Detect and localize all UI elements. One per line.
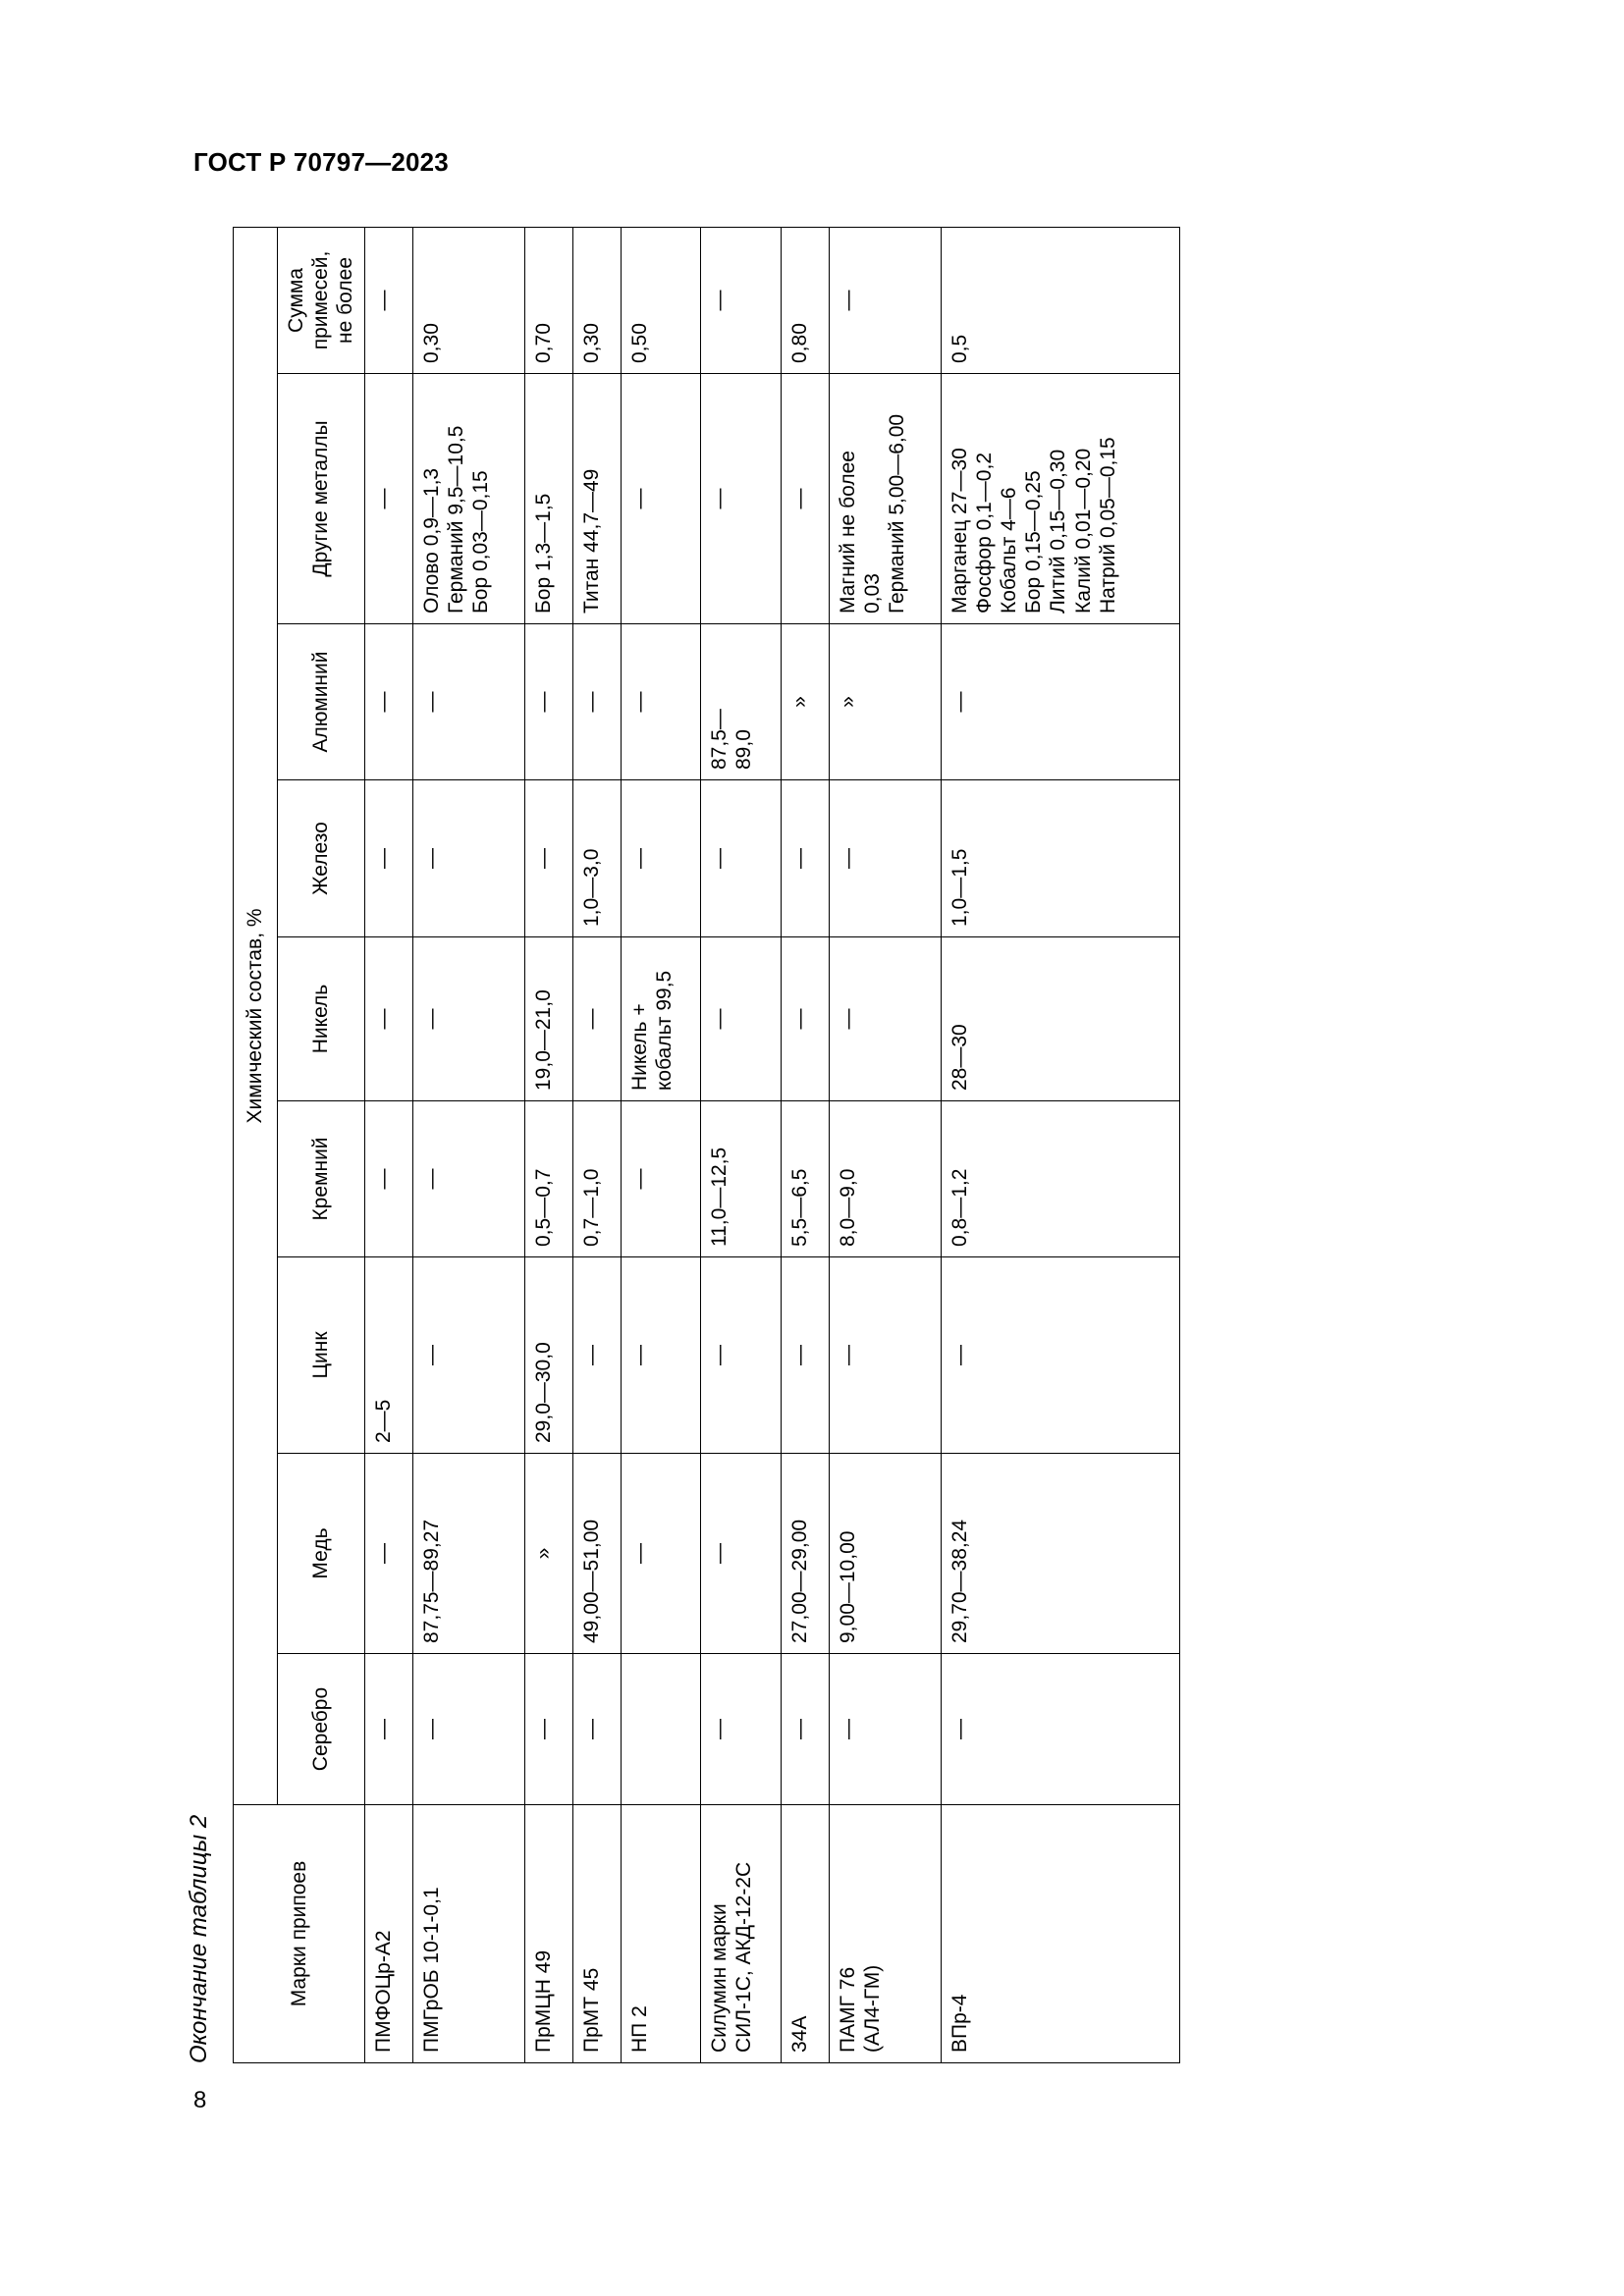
table-cell: — — [701, 227, 781, 373]
table-cell: 0,8—1,2 — [941, 1101, 1179, 1257]
table-cell: 0,50 — [621, 227, 700, 373]
table-row — [829, 227, 941, 2062]
table-cell: 1,0—3,0 — [572, 780, 621, 937]
table-cell: — — [621, 1101, 700, 1257]
table-cell: — — [829, 937, 941, 1101]
table-cell: » — [781, 624, 829, 780]
table-cell: — — [701, 1454, 781, 1654]
table-row — [572, 227, 621, 2062]
table-cell: — — [364, 780, 412, 937]
table-cell: 2—5 — [364, 1257, 412, 1454]
table-cell: — — [941, 1654, 1179, 1805]
table-cell: — — [701, 780, 781, 937]
table-cell: — — [621, 624, 700, 780]
grade-cell: ПМГрОБ 10-1-0,1 — [412, 1805, 524, 2063]
table-cell: — — [941, 624, 1179, 780]
document-header: ГОСТ Р 70797—2023 — [193, 147, 449, 177]
table-row — [941, 227, 1179, 2062]
table-row — [781, 227, 829, 2062]
table-cell: — — [701, 1257, 781, 1454]
table-caption: Окончание таблицы 2 — [186, 1814, 212, 2063]
table-cell: 0,70 — [524, 227, 572, 373]
table-cell: 0,5 — [941, 227, 1179, 373]
table-cell: — — [621, 374, 700, 624]
table-cell: 0,5—0,7 — [524, 1101, 572, 1257]
table-cell: 11,0—12,5 — [701, 1101, 781, 1257]
table-cell: — — [364, 624, 412, 780]
table-cell: — — [621, 1454, 700, 1654]
table-cell: — — [701, 937, 781, 1101]
table-cell: — — [364, 1101, 412, 1257]
table-cell: — — [572, 1257, 621, 1454]
table-cell: 27,00—29,00 — [781, 1454, 829, 1654]
table-row — [412, 227, 524, 2062]
grade-cell: ПАМГ 76 (АЛ4-ГМ) — [829, 1805, 941, 2063]
column-header: Серебро — [278, 1654, 365, 1805]
column-header: Цинк — [278, 1257, 365, 1454]
column-header: Сумма примесей, не более — [278, 227, 365, 373]
table-cell: — — [829, 1654, 941, 1805]
grade-cell: ВПр-4 — [941, 1805, 1179, 2063]
table-cell: — — [572, 1654, 621, 1805]
table-cell: 87,75—89,27 — [412, 1454, 524, 1654]
table-cell: — — [829, 1257, 941, 1454]
table-cell: — — [524, 780, 572, 937]
table-cell: — — [701, 1654, 781, 1805]
table-cell: Олово 0,9—1,3 Германий 9,5—10,5 Бор 0,03—0,15 — [412, 374, 524, 624]
table-cell: 28—30 — [941, 937, 1179, 1101]
page-number: 8 — [193, 2087, 207, 2113]
grade-cell: ПрМТ 45 — [572, 1805, 621, 2063]
table-cell: — — [524, 624, 572, 780]
table-cell: 0,80 — [781, 227, 829, 373]
table-body — [364, 227, 1179, 2062]
table-cell: 29,70—38,24 — [941, 1454, 1179, 1654]
table-row — [524, 227, 572, 2062]
table-cell: 29,0—30,0 — [524, 1257, 572, 1454]
table-cell — [621, 1654, 700, 1805]
grade-cell: 34А — [781, 1805, 829, 2063]
table-cell: — — [572, 624, 621, 780]
table-cell: — — [781, 374, 829, 624]
table-cell: Никель + кобальт 99,5 — [621, 937, 700, 1101]
chemical-composition-header: Химический состав, % — [234, 227, 278, 1804]
grade-column-header: Марки припоев — [234, 1805, 365, 2063]
table-cell: — — [364, 1654, 412, 1805]
table-cell: — — [621, 1257, 700, 1454]
table-cell: 0,30 — [572, 227, 621, 373]
table-row — [364, 227, 412, 2062]
table-cell: 8,0—9,0 — [829, 1101, 941, 1257]
table-cell: — — [781, 937, 829, 1101]
grade-cell: Силумин марки СИЛ-1С, АКД-12-2С — [701, 1805, 781, 2063]
grade-cell: НП 2 — [621, 1805, 700, 2063]
table-cell: 9,00—10,00 — [829, 1454, 941, 1654]
element-columns-header-row — [278, 227, 365, 2062]
composition-table — [233, 227, 1180, 2063]
column-header: Другие металлы — [278, 374, 365, 624]
table-cell: — — [364, 1454, 412, 1654]
table-cell: » — [829, 624, 941, 780]
table-cell: 87,5— 89,0 — [701, 624, 781, 780]
grade-cell: ПрМЦН 49 — [524, 1805, 572, 2063]
table-cell: — — [572, 937, 621, 1101]
table-cell: — — [412, 1257, 524, 1454]
table-cell: 0,7—1,0 — [572, 1101, 621, 1257]
table-cell: 49,00—51,00 — [572, 1454, 621, 1654]
column-header: Никель — [278, 937, 365, 1101]
table-cell: — — [412, 624, 524, 780]
table-cell: — — [364, 227, 412, 373]
table-cell: 5,5—6,5 — [781, 1101, 829, 1257]
table-cell: — — [364, 374, 412, 624]
table-cell: — — [412, 780, 524, 937]
table-cell: — — [781, 1257, 829, 1454]
table-cell: — — [829, 780, 941, 937]
column-header: Кремний — [278, 1101, 365, 1257]
rotated-table-area — [186, 228, 1180, 2063]
table-cell: — — [781, 780, 829, 937]
table-row — [701, 227, 781, 2062]
table-cell: 0,30 — [412, 227, 524, 373]
table-cell: 1,0—1,5 — [941, 780, 1179, 937]
column-header: Медь — [278, 1454, 365, 1654]
table-cell: Магний не более 0,03 Германий 5,00—6,00 — [829, 374, 941, 624]
table-cell: — — [701, 374, 781, 624]
table-cell: — — [621, 780, 700, 937]
table-cell: — — [829, 227, 941, 373]
table-cell: — — [524, 1654, 572, 1805]
table-cell: — — [941, 1257, 1179, 1454]
table-cell: Титан 44,7—49 — [572, 374, 621, 624]
table-cell: Марганец 27—30 Фосфор 0,1—0,2 Кобальт 4—6 Бор 0,15—0,25 Литий 0,15—0,30 Калий 0,01—0,20 Натрий 0,05—0,15 — [941, 374, 1179, 624]
table-cell: Бор 1,3—1,5 — [524, 374, 572, 624]
table-cell: — — [412, 1654, 524, 1805]
table-cell: — — [412, 937, 524, 1101]
column-header: Алюминий — [278, 624, 365, 780]
table-cell: — — [412, 1101, 524, 1257]
table-row — [621, 227, 700, 2062]
table-cell: — — [781, 1654, 829, 1805]
grade-cell: ПМФОЦр-А2 — [364, 1805, 412, 2063]
table-cell: » — [524, 1454, 572, 1654]
column-header: Железо — [278, 780, 365, 937]
table-cell: — — [364, 937, 412, 1101]
table-cell: 19,0—21,0 — [524, 937, 572, 1101]
